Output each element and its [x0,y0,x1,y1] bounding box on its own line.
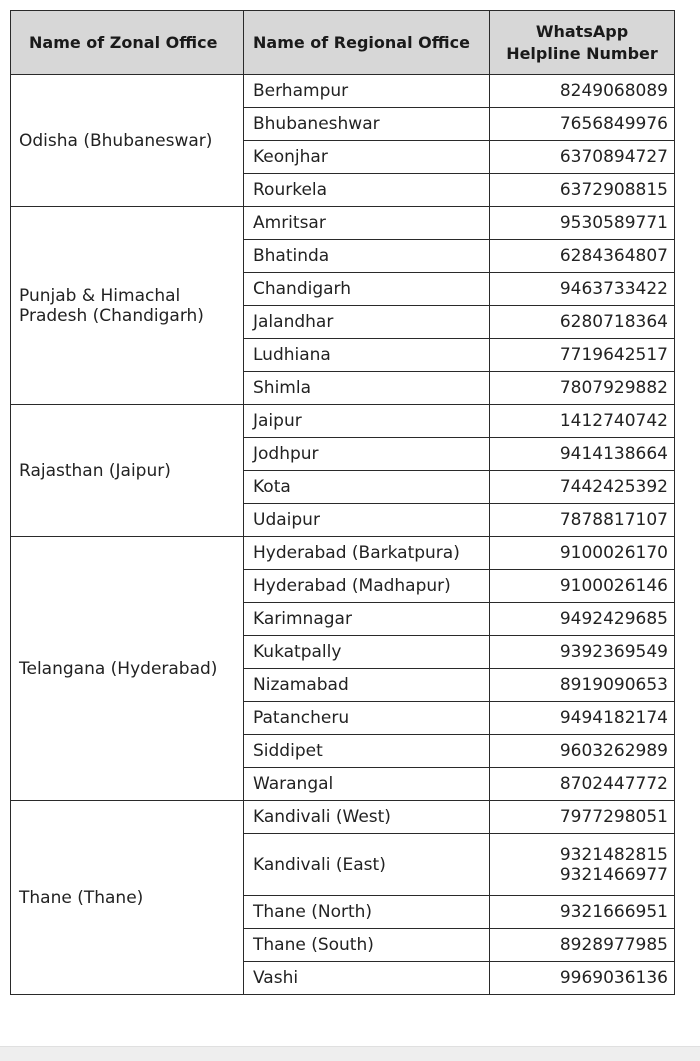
whatsapp-number: 9392369549 [559,642,668,662]
whatsapp-number-cell [490,306,675,339]
table-row [11,537,675,570]
regional-office-cell: Shimla [244,372,490,405]
regional-office-cell: Udaipur [244,504,490,537]
whatsapp-number: 9530589771 [559,213,668,233]
whatsapp-number: 9321466977 [559,864,668,885]
whatsapp-number-cell [490,636,675,669]
whatsapp-number: 9969036136 [559,968,668,988]
whatsapp-number-cell [490,240,675,273]
regional-office-cell: Jaipur [244,405,490,438]
helpline-table [10,10,675,995]
regional-office-cell: Kandivali (East) [244,834,490,896]
whatsapp-number-cell [490,702,675,735]
whatsapp-number: 9321666951 [559,902,668,922]
header-whatsapp-line1: WhatsApp [535,21,629,41]
whatsapp-number: 7719642517 [559,345,668,365]
regional-office-cell: Kota [244,471,490,504]
whatsapp-number: 9494182174 [559,708,668,728]
whatsapp-number-cell [490,801,675,834]
zonal-office-cell: Thane (Thane) [11,801,244,995]
whatsapp-number-cell [490,207,675,240]
regional-office-cell: Jodhpur [244,438,490,471]
whatsapp-number: 9100026146 [559,576,668,596]
whatsapp-number: 9321482815 [559,844,668,865]
whatsapp-number-cell [490,174,675,207]
whatsapp-number: 8702447772 [559,774,668,794]
whatsapp-number: 9100026170 [559,543,668,563]
whatsapp-number: 7977298051 [559,807,668,827]
whatsapp-number: 9463733422 [559,279,668,299]
whatsapp-number-cell [490,504,675,537]
regional-office-cell: Hyderabad (Madhapur) [244,570,490,603]
whatsapp-number-cell [490,735,675,768]
whatsapp-number-cell [490,570,675,603]
table-body [11,75,675,995]
regional-office-cell: Vashi [244,962,490,995]
whatsapp-number: 6284364807 [559,246,668,266]
regional-office-cell: Kukatpally [244,636,490,669]
table-header [11,11,675,75]
whatsapp-number-cell [490,768,675,801]
regional-office-cell: Karimnagar [244,603,490,636]
whatsapp-number: 6370894727 [559,147,668,167]
helpline-table-container [10,10,674,995]
whatsapp-number: 9603262989 [559,741,668,761]
whatsapp-number: 7807929882 [559,378,668,398]
regional-office-cell: Warangal [244,768,490,801]
whatsapp-number-cell [490,669,675,702]
regional-office-cell: Kandivali (West) [244,801,490,834]
whatsapp-number: 8928977985 [559,935,668,955]
header-regional-office: Name of Regional Office [244,11,490,75]
whatsapp-number: 6280718364 [559,312,668,332]
header-row [11,11,675,75]
regional-office-cell: Thane (North) [244,896,490,929]
whatsapp-number-cell [490,896,675,929]
regional-office-cell: Chandigarh [244,273,490,306]
regional-office-cell: Patancheru [244,702,490,735]
whatsapp-number-cell [490,405,675,438]
whatsapp-number-cell [490,438,675,471]
whatsapp-number-cell [490,471,675,504]
header-whatsapp-line2: Helpline Number [506,43,658,63]
whatsapp-number: 7878817107 [559,510,668,530]
table-row [11,75,675,108]
whatsapp-number: 8249068089 [559,81,668,101]
regional-office-cell: Siddipet [244,735,490,768]
whatsapp-number-cell [490,339,675,372]
regional-office-cell: Bhubaneshwar [244,108,490,141]
whatsapp-number: 8919090653 [559,675,668,695]
whatsapp-number-cell [490,603,675,636]
whatsapp-number: 9414138664 [559,444,668,464]
whatsapp-number: 9492429685 [559,609,668,629]
regional-office-cell: Keonjhar [244,141,490,174]
whatsapp-number-cell [490,962,675,995]
zonal-office-cell: Odisha (Bhubaneswar) [11,75,244,207]
regional-office-cell: Berhampur [244,75,490,108]
bottom-scroll-strip [0,1046,700,1061]
header-zonal-office: Name of Zonal Office [11,11,244,75]
regional-office-cell: Hyderabad (Barkatpura) [244,537,490,570]
regional-office-cell: Nizamabad [244,669,490,702]
whatsapp-number: 7656849976 [559,114,668,134]
whatsapp-number-cell [490,372,675,405]
regional-office-cell: Ludhiana [244,339,490,372]
whatsapp-number-cell [490,108,675,141]
whatsapp-number: 6372908815 [559,180,668,200]
regional-office-cell: Thane (South) [244,929,490,962]
table-row [11,207,675,240]
regional-office-cell: Amritsar [244,207,490,240]
zonal-office-cell: Rajasthan (Jaipur) [11,405,244,537]
header-whatsapp-number [490,11,675,75]
zonal-office-cell: Telangana (Hyderabad) [11,537,244,801]
whatsapp-number-cell [490,929,675,962]
whatsapp-number-cell [490,75,675,108]
whatsapp-number-cell [490,141,675,174]
zonal-office-cell: Punjab & Himachal Pradesh (Chandigarh) [11,207,244,405]
whatsapp-number-cell [490,537,675,570]
whatsapp-number-cell [490,834,675,896]
table-row [11,801,675,834]
regional-office-cell: Bhatinda [244,240,490,273]
whatsapp-number: 7442425392 [559,477,668,497]
regional-office-cell: Jalandhar [244,306,490,339]
regional-office-cell: Rourkela [244,174,490,207]
whatsapp-number: 1412740742 [559,411,668,431]
whatsapp-number-cell [490,273,675,306]
table-row [11,405,675,438]
